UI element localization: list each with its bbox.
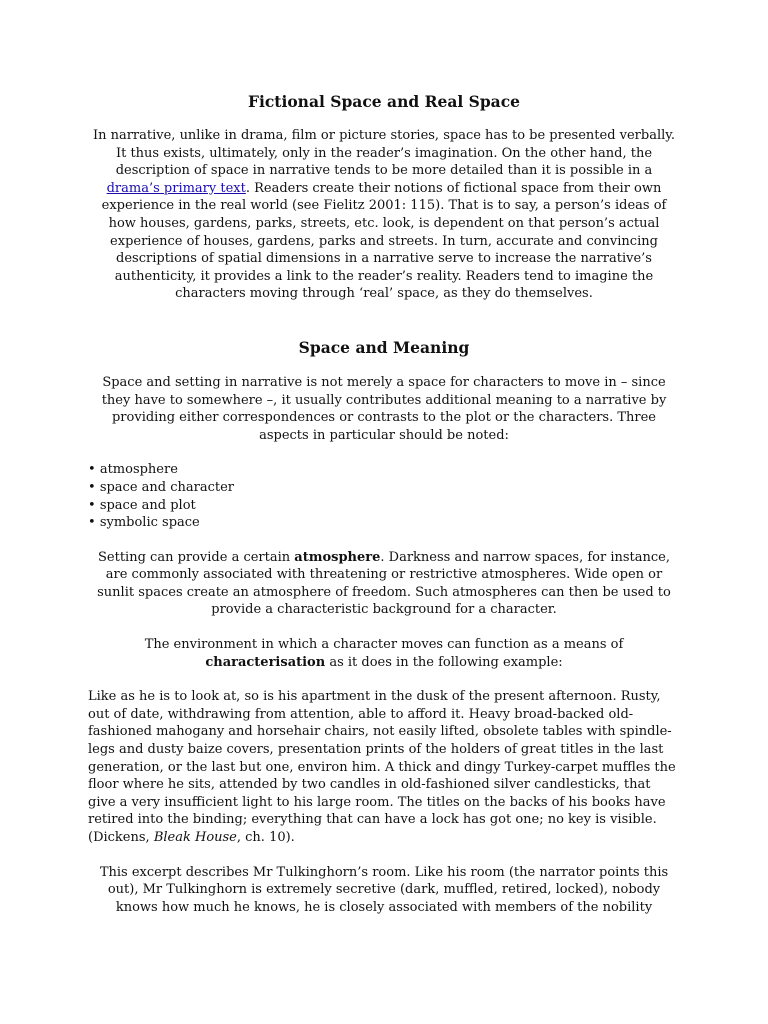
paragraph-fictional-space xyxy=(88,127,680,303)
text-fragment: , ch. 10). xyxy=(236,830,295,845)
bullet-space-and-character: • space and character xyxy=(88,479,680,497)
bleak-house-quote xyxy=(88,688,680,846)
paragraph-characterisation xyxy=(88,636,680,671)
text-fragment: Like as he is to look at, so is his apartment in the dusk of the present afternoon. Rusty, out of date, withdrawing from attention, able to afford it. Heavy broad-backed old-fashioned mahogany and horsehair chairs, not easily lifted, obsolete tables with spindle-legs and dusty baize covers, presentation prints of the holders of great titles in the last generation, or the last but one, environ him. A thick and dingy Turkey-carpet muffles the floor where he sits, attended by two candles in old-fashioned silver candlesticks, that give a very insufficient light to his large room. The titles on the backs of his books have retired into the binding; everything that can have a lock has got one; no key is visible. (Dickens, xyxy=(88,689,676,845)
atmosphere-keyword: atmosphere xyxy=(294,549,381,565)
book-title: Bleak House xyxy=(153,830,237,845)
dramas-primary-text-link[interactable]: drama’s primary text xyxy=(106,180,246,196)
bullet-symbolic-space: • symbolic space xyxy=(88,514,680,532)
aspects-bullet-list xyxy=(88,461,680,531)
text-fragment: The environment in which a character moves can function as a means of xyxy=(144,637,624,653)
section-title-fictional-space: Fictional Space and Real Space xyxy=(247,92,521,111)
text-fragment: Setting can provide a certain xyxy=(98,549,295,565)
text-fragment: as it does in the following example: xyxy=(325,654,563,670)
paragraph-space-meaning-intro: Space and setting in narrative is not merely a space for characters to move in – since they have to somewhere –, it usually contributes additional meaning to a narrative by providing either correspondences or contrasts to the plot or the characters. Three aspects in particular should be noted: xyxy=(101,374,667,443)
text-fragment: In narrative, unlike in drama, film or picture stories, space has to be presented verbally. It thus exists, ultimately, only in the reader’s imagination. On the other hand, the description of space in narrative tends to be more detailed than it is possible in a xyxy=(92,128,676,179)
document-page xyxy=(88,90,680,916)
bullet-atmosphere: • atmosphere xyxy=(88,461,680,479)
text-fragment: . Readers create their notions of fictional space from their own experience in the real world (see Fielitz 2001: 115). That is to say, a person’s ideas of how houses, gardens, parks, streets, etc. look, is dependent on that person’s actual experience of houses, gardens, parks and streets. In turn, accurate and convincing descriptions of spatial dimensions in a narrative serve to increase the narrative’s authenticity, it provides a link to the reader’s reality. Readers tend to imagine the characters moving through ‘real’ space, as they do themselves. xyxy=(101,180,667,302)
section-title-space-and-meaning: Space and Meaning xyxy=(298,337,470,357)
text-fragment: . Darkness and narrow spaces, for instance, are commonly associated with threatening or restrictive atmospheres. Wide open or sunlit spaces create an atmosphere of freedom. Such atmospheres can then be used to provide a characteristic background for a character. xyxy=(97,549,671,618)
characterisation-keyword: characterisation xyxy=(205,654,326,670)
paragraph-atmosphere xyxy=(88,549,680,619)
bullet-space-and-plot: • space and plot xyxy=(88,497,680,515)
paragraph-tulkinghorn: This excerpt describes Mr Tulkinghorn’s room. Like his room (the narrator points this out), Mr Tulkinghorn is extremely secretive (dark, muffled, retired, locked), nobody knows how much he knows, he is closely associated with members of the nobility xyxy=(99,864,669,915)
